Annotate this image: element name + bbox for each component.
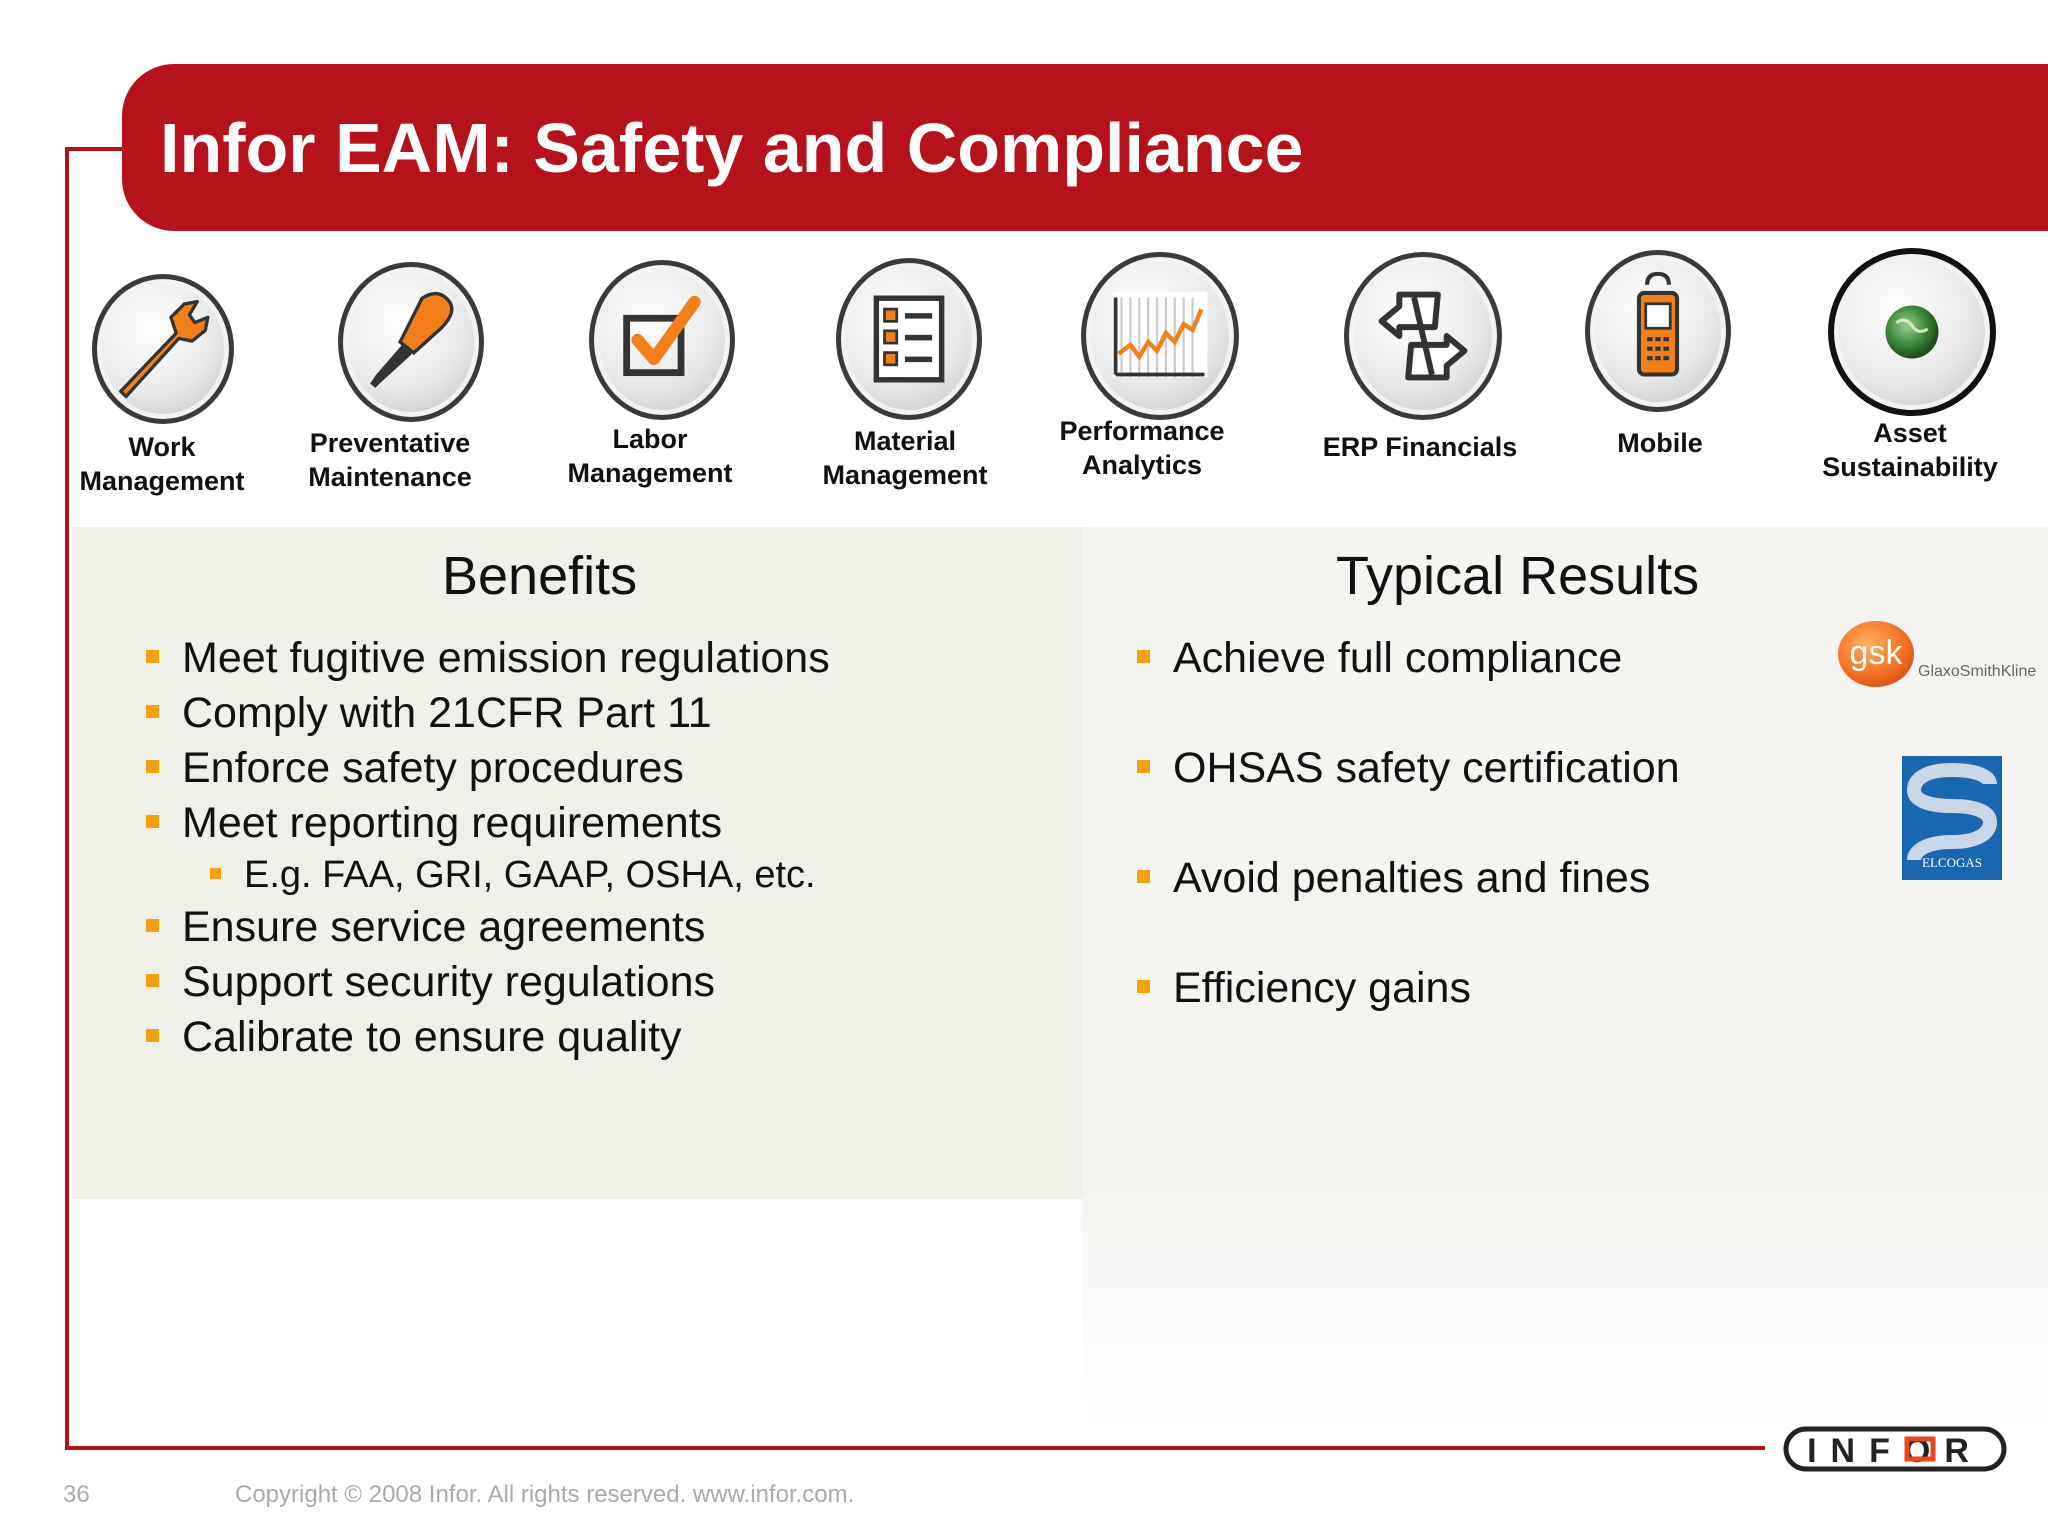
module-label-line2: Management (567, 458, 733, 488)
module-asset-sustainability (1820, 246, 2040, 496)
result-text: Efficiency gains (1173, 964, 1471, 1012)
gsk-logo (1838, 620, 2048, 690)
bullet-marker (146, 815, 159, 828)
bullet-marker (1137, 650, 1150, 663)
module-label-line2: Sustainability (1822, 452, 1998, 482)
module-material-management (815, 258, 995, 500)
frame-line-bottom (65, 1446, 1765, 1450)
results-panel-fade (1082, 1199, 2048, 1439)
bullet-marker (1137, 980, 1150, 993)
module-label-line2: Maintenance (308, 462, 472, 492)
benefit-text: Ensure service agreements (182, 903, 706, 951)
benefit-text: Support security regulations (182, 958, 716, 1006)
benefit-item (182, 901, 705, 953)
module-label-line1: ERP Financials (1322, 432, 1518, 462)
bullet-marker (146, 650, 159, 663)
mobile-device-icon (1585, 250, 1731, 412)
screwdriver-icon (338, 262, 484, 422)
exchange-arrows-icon (1344, 252, 1502, 420)
infor-logo (1783, 1417, 2009, 1475)
benefit-text: Enforce safety procedures (182, 744, 684, 792)
module-label-line1: Asset (1873, 418, 1947, 448)
benefit-sub-item (244, 852, 816, 898)
benefit-item (182, 1011, 682, 1063)
result-text: Achieve full compliance (1173, 634, 1623, 682)
module-label-line2: Management (79, 466, 245, 496)
module-label-line1: Labor (612, 424, 688, 454)
results-heading: Typical Results (1336, 546, 1700, 606)
benefit-item (182, 687, 712, 739)
module-work-management (79, 270, 245, 500)
bullet-marker (146, 760, 159, 773)
checklist-icon (836, 258, 982, 420)
module-label-line1: Mobile (1617, 428, 1703, 458)
page-number: 36 (63, 1481, 90, 1508)
module-performance-analytics (1052, 252, 1232, 500)
result-item (1173, 632, 1622, 684)
benefit-item (182, 742, 684, 794)
bullet-marker (146, 705, 159, 718)
result-item (1173, 852, 1650, 904)
bullet-marker (1137, 760, 1150, 773)
benefit-text: Meet reporting requirements (182, 799, 723, 847)
bullet-marker (146, 1029, 159, 1042)
module-labor-management (560, 260, 740, 500)
module-label-line1: Work (128, 432, 196, 462)
module-mobile (1580, 246, 1740, 466)
gsk-mark-text: gsk (1849, 634, 1903, 672)
infor-logo-text: INFOR (1807, 1432, 1983, 1470)
globe-icon (1828, 248, 1996, 416)
bullet-marker (146, 974, 159, 987)
checkbox-icon (589, 260, 735, 420)
module-label-line2: Analytics (1081, 450, 1203, 480)
benefit-item (182, 632, 830, 684)
frame-line-top (65, 147, 125, 151)
frame-line-left (65, 147, 69, 1450)
benefit-item (182, 797, 722, 849)
benefits-heading: Benefits (442, 546, 638, 606)
slide-title: Infor EAM: Safety and Compliance (160, 109, 1304, 187)
benefit-text: Meet fugitive emission regulations (182, 634, 830, 682)
module-label-line1: Preventative (309, 428, 471, 458)
elcogas-label: ELCOGAS (1922, 855, 1982, 870)
benefit-sub-text: E.g. FAA, GRI, GAAP, OSHA, etc. (244, 854, 816, 896)
result-item (1173, 962, 1471, 1014)
wrench-icon (92, 274, 234, 424)
bullet-marker (146, 919, 159, 932)
benefit-text: Calibrate to ensure quality (182, 1013, 682, 1061)
result-text: Avoid penalties and fines (1173, 854, 1651, 902)
module-label-line1: Performance (1059, 416, 1225, 446)
copyright-text: Copyright © 2008 Infor. All rights reserved. www.infor.com. (235, 1481, 855, 1508)
gsk-name-text: GlaxoSmithKline (1918, 663, 2037, 680)
bullet-marker (1137, 870, 1150, 883)
module-label-line1: Material (853, 426, 957, 456)
benefit-text: Comply with 21CFR Part 11 (182, 689, 712, 737)
module-erp-financials (1310, 252, 1530, 472)
module-label-line2: Management (822, 460, 988, 490)
result-item (1173, 742, 1680, 794)
bullet-marker (210, 868, 221, 879)
result-text: OHSAS safety certification (1173, 744, 1680, 792)
module-preventative-maintenance (300, 262, 480, 500)
benefit-item (182, 956, 715, 1008)
line-chart-icon (1081, 252, 1239, 420)
